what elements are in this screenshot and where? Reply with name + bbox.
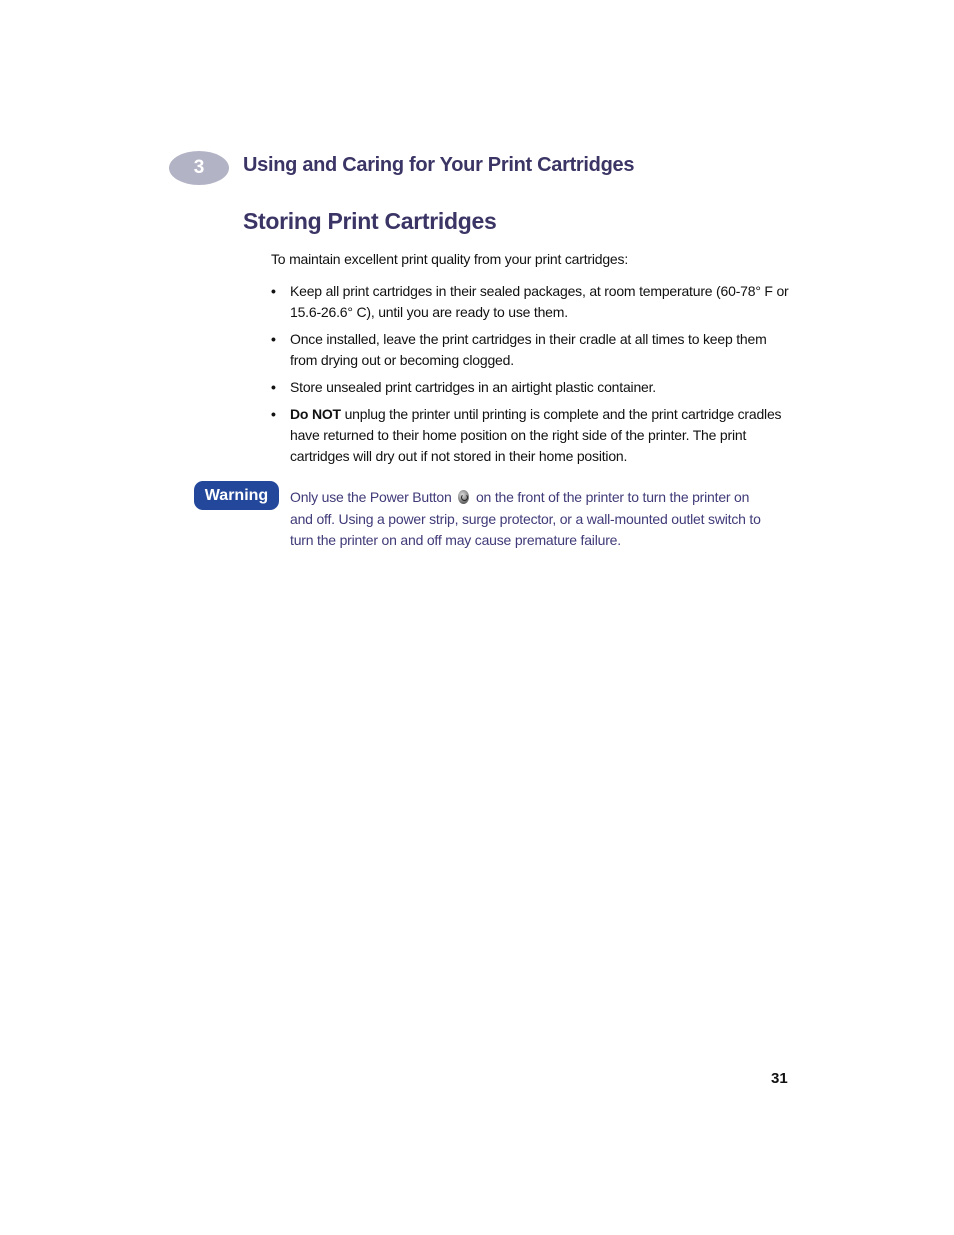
list-item [271,281,791,323]
bullet-list [271,281,791,473]
warning-label: Warning [204,486,269,504]
chapter-number: 3 [193,157,205,178]
power-button-icon [458,490,469,504]
list-item [271,377,791,398]
bullet-text: unplug the printer until printing is complete and the print cartridge cradles have returned to their home position on the right side of the printer. The print cartridges will dry out if not stored in their home position. [290,406,782,464]
bullet-text: Keep all print cartridges in their sealed packages, at room temperature (60-78° F or 15.6-26.6° C), until you are ready to use them. [290,283,789,320]
intro-text: To maintain excellent print quality from your print cartridges: [271,251,629,267]
bullet-icon: • [271,379,276,395]
emphasis-text: Do NOT [290,406,341,422]
section-title: Storing Print Cartridges [243,208,497,234]
list-item [271,404,791,467]
bullet-icon: • [271,283,276,299]
bullet-text: Once installed, leave the print cartridges in their cradle at all times to keep them from drying out or becoming clogged. [290,331,767,368]
warning-text-end: on the front of the printer to turn the printer on and off. Using a power strip, surge protector, or a wall-mounted outlet switch to turn the printer on and off may cause premature failure. [290,489,761,548]
chapter-title: Using and Caring for Your Print Cartridges [243,154,635,176]
warning-badge [194,481,279,510]
page-number: 31 [771,1070,788,1087]
warning-text [290,487,770,552]
bullet-text: Store unsealed print cartridges in an airtight plastic container. [290,379,656,395]
bullet-icon: • [271,331,276,347]
warning-text-start: Only use the Power Button [290,489,452,505]
bullet-icon: • [271,406,276,422]
chapter-number-badge [169,151,229,185]
list-item [271,329,791,371]
